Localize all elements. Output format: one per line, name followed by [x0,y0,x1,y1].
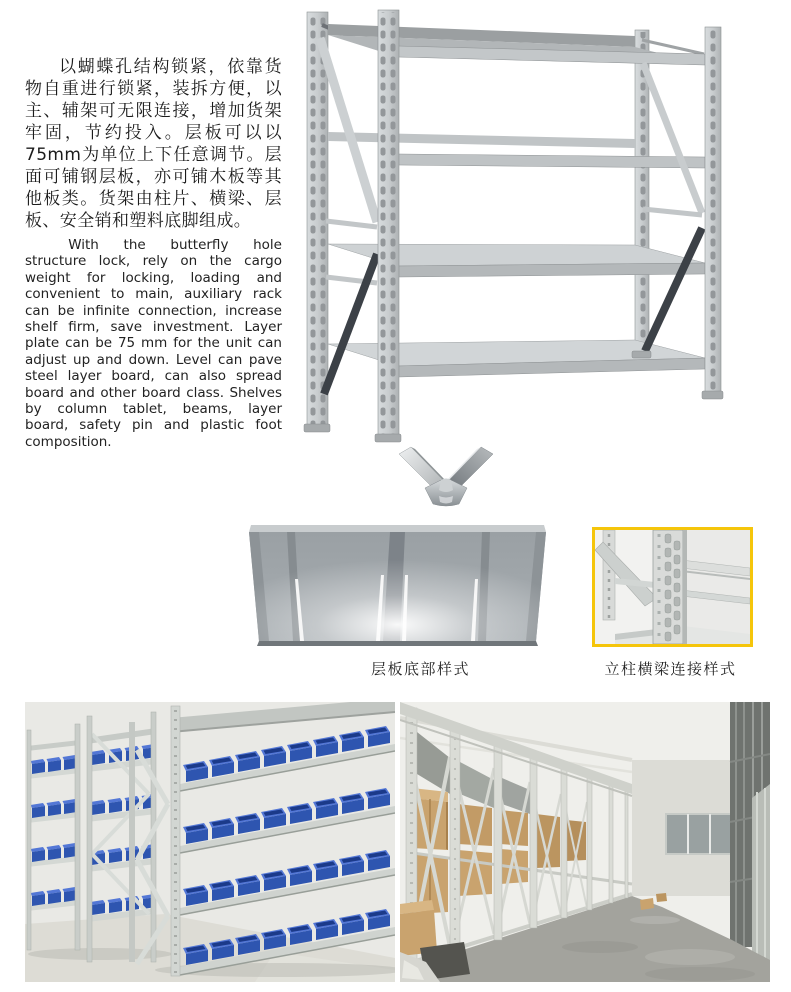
description-chinese: 以蝴蝶孔结构锁紧，依靠货物自重进行锁紧，装拆方便，以主、辅架可无限连接，增加货架牢固，节约投入。层板可以以75mm为单位上下任意调节。层面可铺钢层板，亦可铺木板等其他板类。货架由柱片、横梁、层板、安全销和塑料底脚组成。 [25,57,282,231]
caption-column-beam-connection: 立柱横梁连接样式 [604,660,737,678]
description-english: With the butterfly hole structure lock, rely on the cargo weight for locking, loading and convenient to main, auxiliary rack can be infinite connection, increase shelf firm, save investment. Layer plate can be 75 mm for the unit can adjust up and down. Level can pave steel layer board, can also spread board and other board class. Shelves by column tablet, beams, layer board, safety pin and plastic foot composition. [25,237,282,450]
photo-blue-bins-graphic [25,702,395,982]
photo-racks-blue-bins [25,702,395,982]
rack-render-graphic [298,2,746,444]
shelf-bottom-graphic [249,517,547,649]
product-description [25,56,282,450]
rack-3d-render [298,2,746,444]
beam-profile-graphic [395,444,497,512]
connection-detail-photo [592,527,753,647]
photo-warehouse-graphic [400,702,770,982]
connection-detail-graphic [595,530,750,644]
photo-warehouse-cartons [400,702,770,982]
beam-profile-render [395,444,497,512]
caption-shelf-bottom: 层板底部样式 [370,660,470,678]
shelf-bottom-render [249,517,547,649]
